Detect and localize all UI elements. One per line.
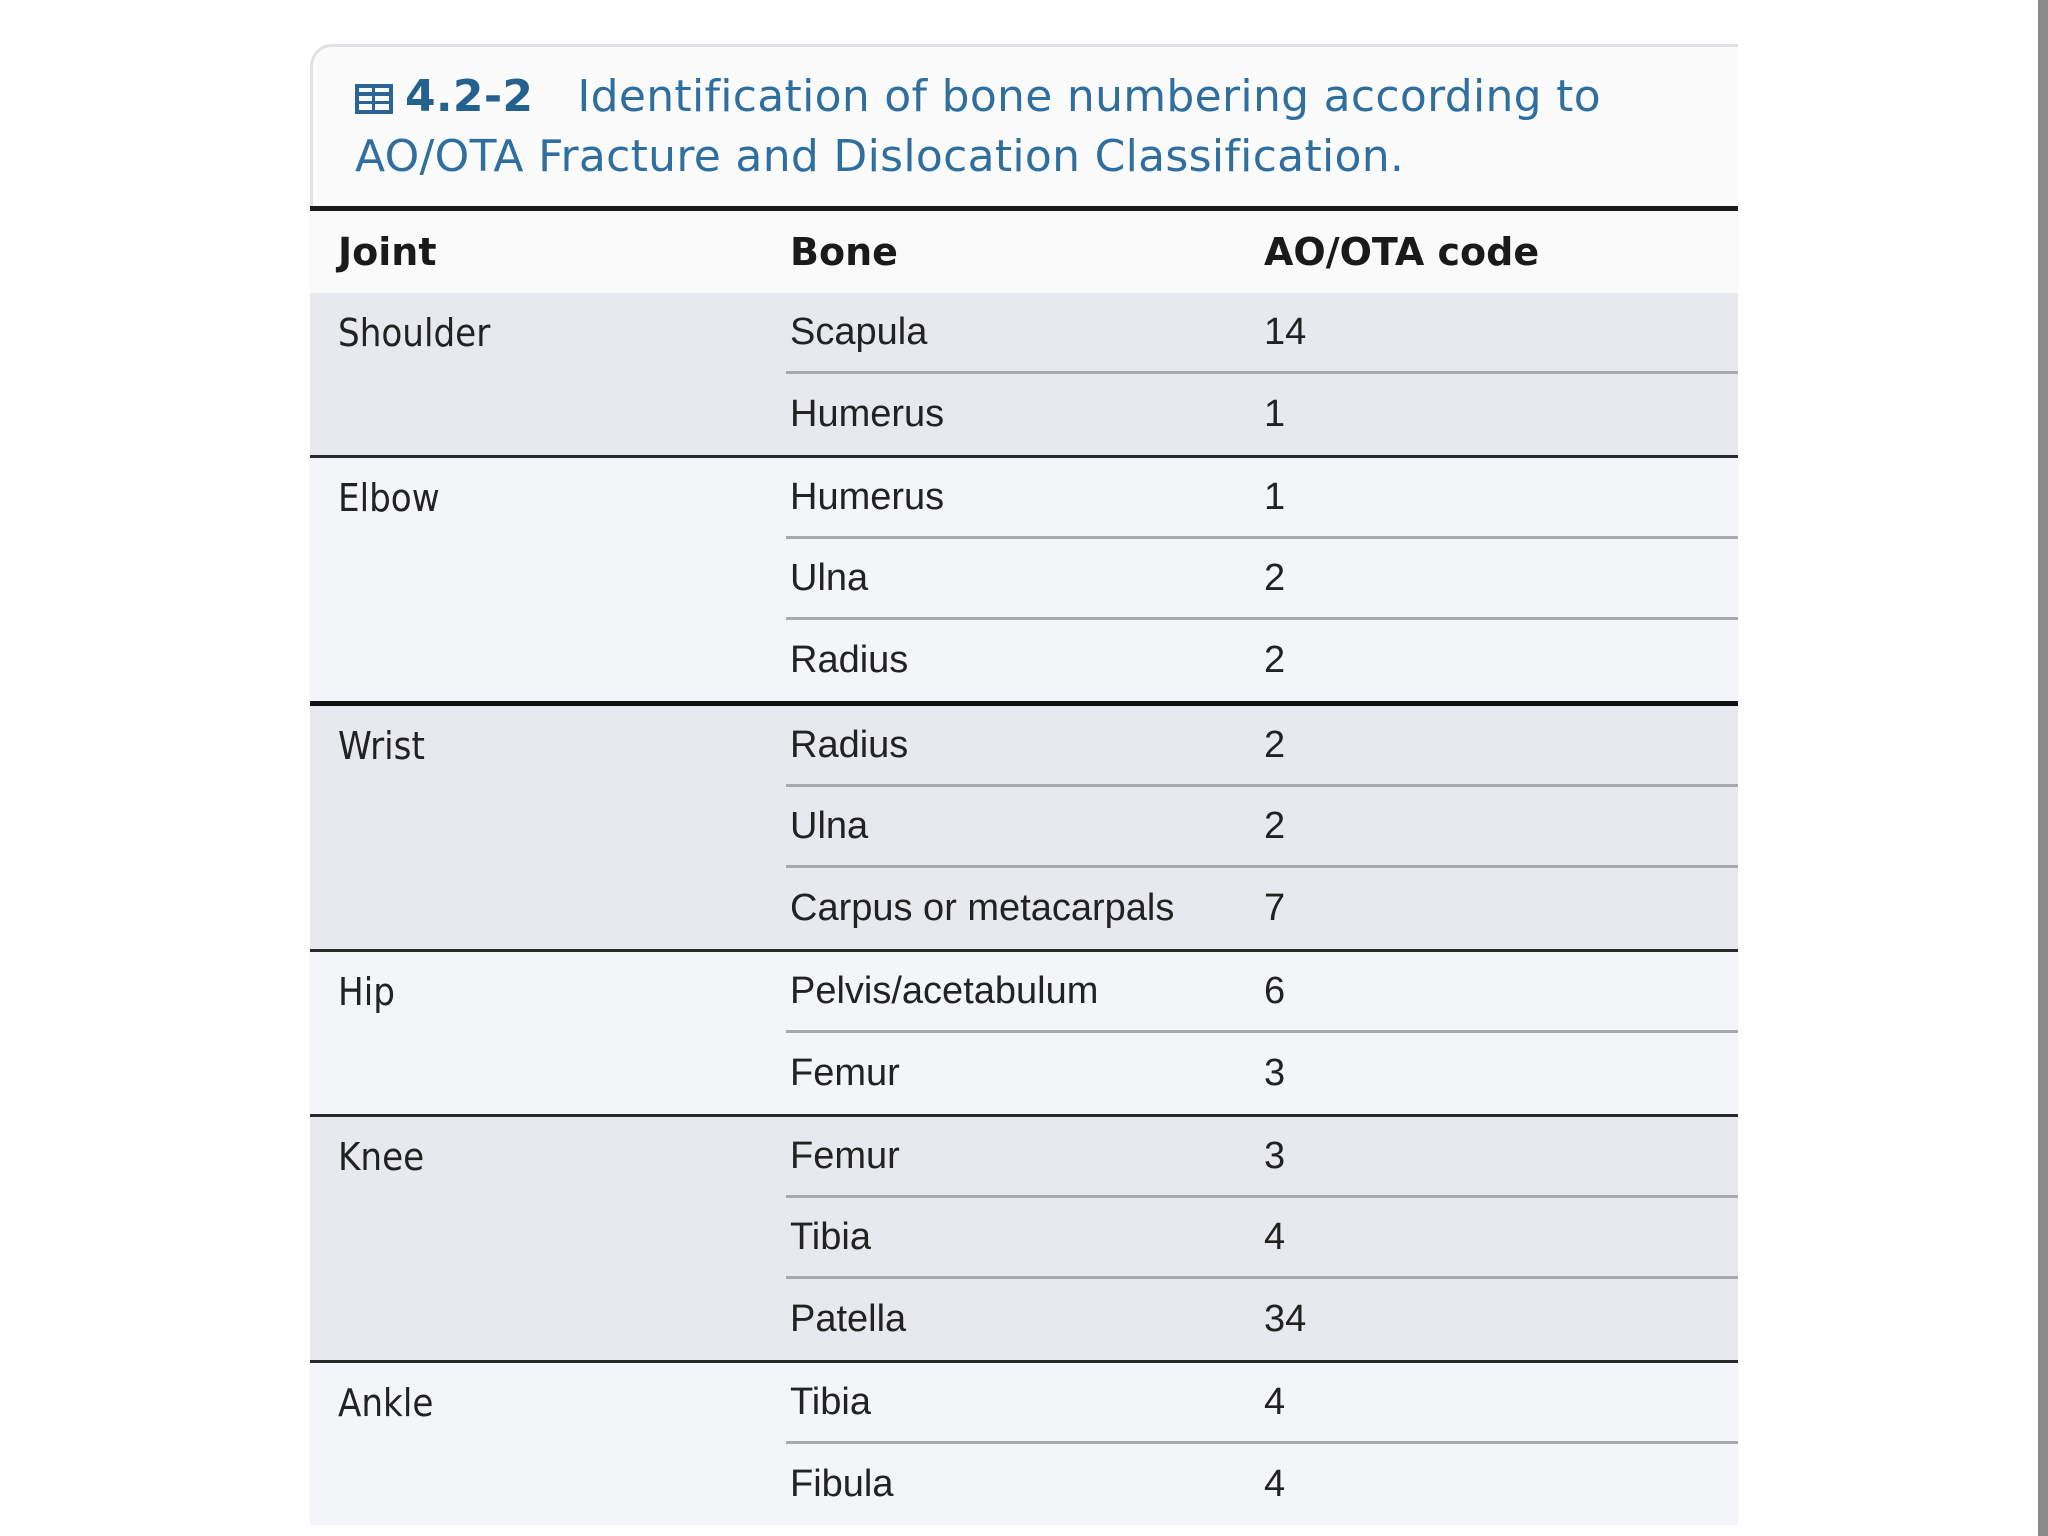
code-cell: 2	[1264, 556, 1286, 599]
code-cell: 7	[1264, 887, 1286, 929]
code-cell: 1	[1264, 393, 1286, 435]
bone-cell: Radius	[790, 639, 909, 681]
code-cell: 1	[1264, 475, 1286, 518]
header-bone: Bone	[790, 230, 898, 274]
code-cell: 4	[1264, 1380, 1286, 1423]
table-row	[786, 1198, 1738, 1279]
table-row	[786, 539, 1738, 620]
bone-cell: Tibia	[790, 1380, 871, 1423]
bone-cell: Radius	[790, 723, 909, 766]
page-edge	[2038, 0, 2048, 1536]
joint-group	[310, 293, 1738, 455]
table-row	[786, 293, 1738, 374]
header-joint: Joint	[338, 230, 437, 274]
table-row	[786, 620, 1738, 701]
table-row	[786, 1279, 1738, 1360]
bone-cell: Humerus	[790, 393, 945, 435]
caption-text: Identification of bone numbering according to AO/OTA Fracture and Dislocation Classification.	[355, 71, 1601, 182]
bone-cell: Carpus or metacarpals	[790, 887, 1175, 929]
bone-cell: Scapula	[790, 310, 928, 353]
table-row	[786, 787, 1738, 868]
document-page	[310, 44, 1738, 1525]
code-cell: 2	[1264, 639, 1286, 681]
joint-group	[310, 1117, 1738, 1360]
bone-cell: Pelvis/acetabulum	[790, 969, 1099, 1012]
joint-cell: Wrist	[338, 724, 425, 768]
joint-group	[310, 706, 1738, 949]
bone-cell: Femur	[790, 1052, 900, 1094]
header-code: AO/OTA code	[1264, 230, 1540, 274]
code-cell: 4	[1264, 1215, 1286, 1258]
table-icon	[355, 84, 393, 114]
code-cell: 34	[1264, 1298, 1307, 1340]
joint-group	[310, 458, 1738, 701]
table-body	[310, 293, 1738, 1525]
table-row	[786, 952, 1738, 1033]
joint-cell: Knee	[338, 1135, 425, 1179]
bone-cell: Femur	[790, 1134, 900, 1177]
table-row	[786, 1444, 1738, 1525]
code-cell: 4	[1264, 1463, 1286, 1505]
code-cell: 3	[1264, 1052, 1286, 1094]
table-row	[786, 706, 1738, 787]
bone-cell: Tibia	[790, 1215, 871, 1258]
joint-cell: Ankle	[338, 1381, 434, 1425]
bone-cell: Patella	[790, 1298, 907, 1340]
joint-cell: Elbow	[338, 476, 440, 520]
bone-cell: Ulna	[790, 556, 869, 599]
table-row	[786, 1363, 1738, 1444]
table-header	[310, 211, 1738, 293]
joint-cell: Hip	[338, 970, 395, 1014]
table-caption	[310, 44, 1738, 206]
table-row	[786, 1033, 1738, 1114]
bone-cell: Fibula	[790, 1463, 894, 1505]
table-row	[786, 374, 1738, 455]
table-number: 4.2-2	[405, 71, 534, 122]
table-row	[786, 458, 1738, 539]
code-cell: 14	[1264, 310, 1307, 353]
bone-cell: Humerus	[790, 475, 945, 518]
code-cell: 2	[1264, 723, 1286, 766]
joint-group	[310, 1363, 1738, 1525]
joint-cell: Shoulder	[338, 311, 491, 355]
code-cell: 3	[1264, 1134, 1286, 1177]
table-row	[786, 1117, 1738, 1198]
joint-group	[310, 952, 1738, 1114]
bone-cell: Ulna	[790, 804, 869, 847]
table-row	[786, 868, 1738, 949]
code-cell: 2	[1264, 804, 1286, 847]
code-cell: 6	[1264, 969, 1286, 1012]
